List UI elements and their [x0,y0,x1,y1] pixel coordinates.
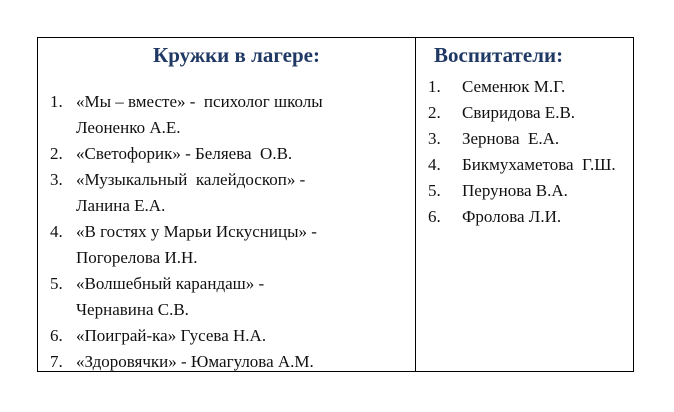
schedule-table [37,37,634,372]
club-item-number: 2. [50,144,63,163]
club-item-number: 7. [50,352,63,371]
club-item [50,271,412,323]
club-item-number: 6. [50,326,63,345]
club-item-number: 3. [50,170,63,189]
educator-item [428,126,648,152]
club-item-number: 1. [50,92,63,111]
club-item-text: «Музыкальный калейдоскоп» - Ланина Е.А. [76,170,306,215]
club-item-text: «Мы – вместе» - психолог школы Леоненко А.Е. [76,92,323,137]
club-item-text: «Поиграй-ка» Гусева Н.А. [76,326,267,345]
educator-item [428,100,648,126]
educator-item-text: Бикмухаметова Г.Ш. [462,155,616,174]
educator-item [428,178,648,204]
club-item-text: «Светофорик» - Беляева О.В. [76,144,293,163]
educator-item-text: Свиридова Е.В. [462,103,576,122]
club-item [50,219,412,271]
educator-item-number: 6. [428,207,441,226]
educator-item-number: 4. [428,155,441,174]
club-item-text: «В гостях у Марьи Искусницы» - Погорелова И.Н. [76,222,317,267]
educator-item-number: 1. [428,77,441,96]
club-item [50,141,412,167]
educator-item-number: 3. [428,129,441,148]
club-item-number: 4. [50,222,63,241]
educator-item-text: Фролова Л.И. [462,207,562,226]
club-item [50,89,412,141]
educator-item-number: 2. [428,103,441,122]
educator-item-number: 5. [428,181,441,200]
clubs-list [50,89,412,375]
club-item-text: «Здоровячки» - Юмагулова А.М. [76,352,314,371]
educator-item [428,204,648,230]
club-item [50,349,412,375]
educators-list [428,74,648,230]
club-item [50,323,412,349]
club-item [50,167,412,219]
club-item-number: 5. [50,274,63,293]
educator-item-text: Перунова В.А. [462,181,568,200]
educator-item-text: Зернова Е.А. [462,129,560,148]
educator-item [428,74,648,100]
educator-item [428,152,648,178]
clubs-heading: Кружки в лагере: [153,43,320,67]
club-item-text: «Волшебный карандаш» - Чернавина С.В. [76,274,265,319]
clubs-column [38,38,416,371]
educators-column [416,38,633,371]
educator-item-text: Семенюк М.Г. [462,77,566,96]
educators-heading: Воспитатели: [434,43,564,67]
